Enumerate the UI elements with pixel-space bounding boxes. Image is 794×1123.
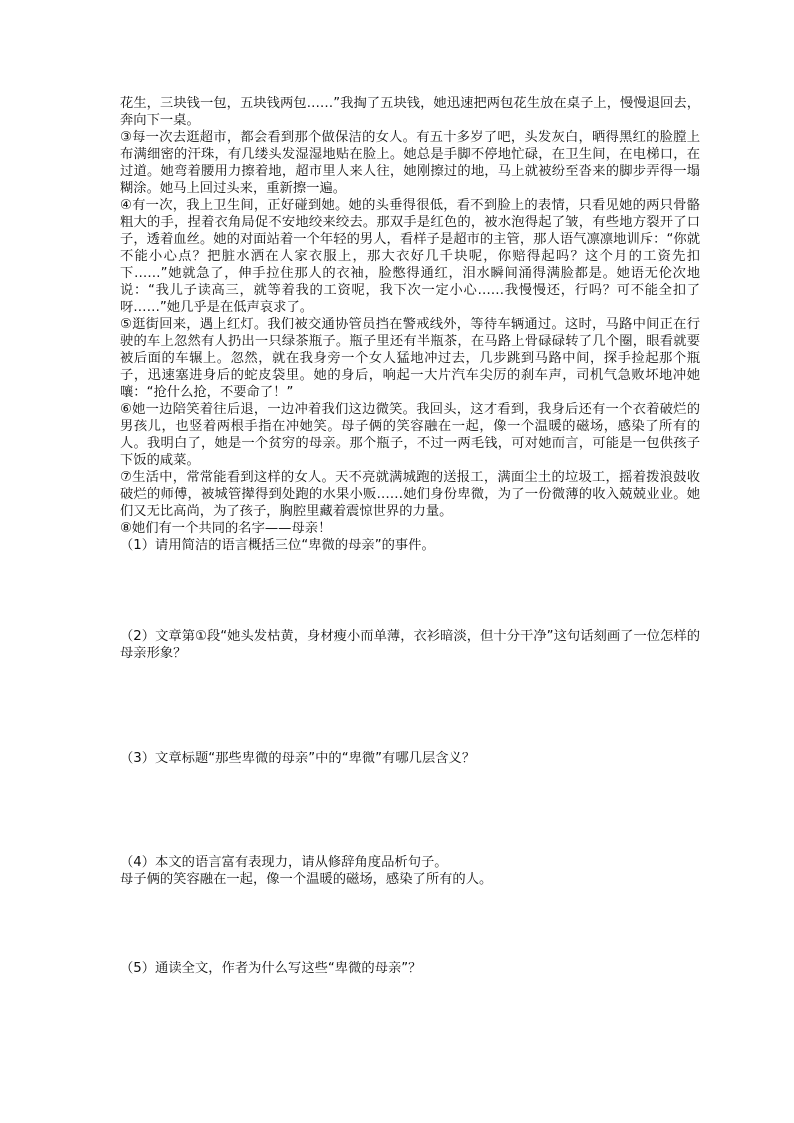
passage-paragraph-7: ⑦生活中，常常能看到这样的女人。天不亮就满城跑的送报工，满面尘土的垃圾工，摇着拨浪鼓收破烂的师傅，被城管撵得到处跑的水果小贩……她们身份卑微，为了一份微薄的收入兢兢业业。她们又无比高尚，为了孩子，胸腔里藏着震惊世界的力量。 (120, 470, 700, 519)
passage-paragraph-4: ④有一次，我上卫生间，正好碰到她。她的头垂得很低，看不到脸上的表情，只看见她的两只骨骼粗大的手，捏着衣角局促不安地绞来绞去。那双手是红色的，被水泡得起了皱，有些地方裂开了口子，透着血丝。她的对面站着一个年轻的男人，看样子是超市的主管，那人语气凛凛地训斥：“你就不能小心点？把脏水洒在人家衣服上，那大衣好几千块呢，你赔得起吗？这个月的工资先扣下……”她就急了，伸手拉住那人的衣袖，脸憋得通红，泪水瞬间涌得满脸都是。她语无伦次地说：“我儿子读高三，就等着我的工资呢，我下次一定小心……我慢慢还，行吗？可不能全扣了呀……”她几乎是在低声哀求了。 (120, 198, 700, 315)
question-2: （2）文章第①段“她头发枯黄，身材瘦小而单薄，衣衫暗淡，但十分干净”这句话刻画了一位怎样的母亲形象？ (120, 629, 700, 661)
question-3: （3）文章标题“那些卑微的母亲”中的“卑微”有哪几层含义？ (120, 751, 476, 766)
passage-paragraph-8: ⑧她们有一个共同的名字——母亲！ (120, 521, 332, 536)
answer-space-4 (120, 888, 700, 960)
answer-space-2 (120, 662, 700, 750)
document-page (120, 95, 700, 977)
question-1: （1）请用简洁的语言概括三位“卑微的母亲”的事件。 (120, 538, 435, 553)
passage-paragraph-3: ③每一次去逛超市，都会看到那个做保洁的女人。有五十多岁了吧，头发灰白，晒得黑红的脸膛上布满细密的汗珠，有几缕头发湿湿地贴在脸上。她总是手脚不停地忙碌，在卫生间，在电梯口，在过道。她弯着腰用力擦着地，超市里人来人往，她刚擦过的地，马上就被纷至沓来的脚步弄得一塌糊涂。她马上回过头来，重新擦一遍。 (120, 130, 700, 196)
question-4: （4）本文的语言富有表现力，请从修辞角度品析句子。 (120, 855, 448, 870)
answer-space-1 (120, 554, 700, 628)
question-4-sentence: 母子俩的笑容融在一起，像一个温暖的磁场，感染了所有的人。 (120, 872, 493, 887)
answer-space-3 (120, 767, 700, 854)
passage-paragraph-5: ⑤逛街回来，遇上红灯。我们被交通协管员挡在警戒线外，等待车辆通过。这时，马路中间正在行驶的车上忽然有人扔出一只绿茶瓶子。瓶子里还有半瓶茶，在马路上骨碌碌转了几个圈，眼看就要被后面的车辗上。忽然，就在我身旁一个女人猛地冲过去，几步跳到马路中间，探手捡起那个瓶子，迅速塞进身后的蛇皮袋里。她的身后，响起一大片汽车尖厉的刹车声，司机气急败坏地冲她嚷：“抢什么抢，不要命了！” (120, 317, 700, 400)
passage-paragraph-6: ⑥她一边陪笑着往后退，一边冲着我们这边微笑。我回头，这才看到，我身后还有一个衣着破烂的男孩儿，也竖着两根手指在冲她笑。母子俩的笑容融在一起，像一个温暖的磁场，感染了所有的人。我明白了，她是一个贫穷的母亲。那个瓶子，不过一两毛钱，可对她而言，可能是一包供孩子下饭的咸菜。 (120, 402, 700, 468)
question-5: （5）通读全文，作者为什么写这些“卑微的母亲”？ (120, 961, 422, 976)
passage-intro-paragraph: 花生，三块钱一包，五块钱两包……”我掏了五块钱，她迅速把两包花生放在桌子上，慢慢退回去，奔向下一桌。 (120, 96, 700, 128)
